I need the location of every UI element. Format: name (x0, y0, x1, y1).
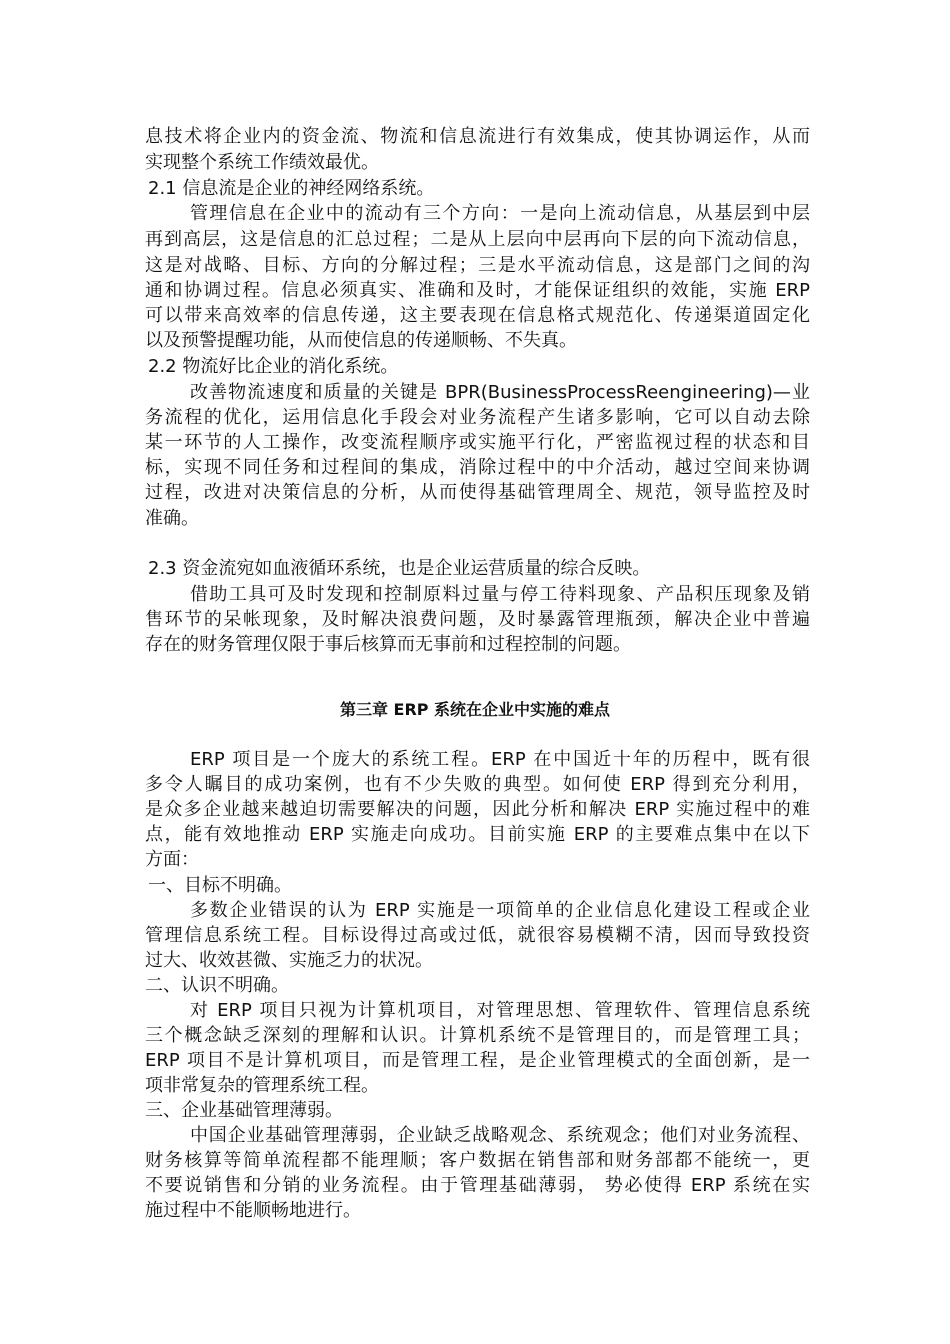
paragraph-line: 息技术将企业内的资金流、物流和信息流进行有效集成，使其协调运作，从而 (145, 126, 810, 147)
paragraph-line: 对 ERP 项目只视为计算机项目，对管理思想、管理软件、管理信息系统 (190, 1000, 810, 1021)
section-heading-2-3: 2.3 资金流宛如血液循环系统，也是企业运营质量的综合反映。 (148, 558, 651, 579)
paragraph-line: 是众多企业越来越迫切需要解决的问题，因此分析和解决 ERP 实施过程中的难 (145, 799, 810, 820)
paragraph-line: 不要说销售和分销的业务流程。由于管理基础薄弱， 势必使得 ERP 系统在实 (145, 1175, 810, 1196)
paragraph-line: 以及预警提醒功能，从而使信息的传递顺畅、不失真。 (145, 330, 577, 351)
paragraph-line: 某一环节的人工操作，改变流程顺序或实施平行化，严密监视过程的状态和目 (145, 432, 810, 453)
paragraph-line: 中国企业基础管理薄弱，企业缺乏战略观念、系统观念；他们对业务流程、 (190, 1125, 810, 1146)
paragraph-line: 实现整个系统工作绩效最优。 (145, 152, 379, 173)
chapter-title: 第三章 ERP 系统在企业中实施的难点 (339, 700, 611, 719)
paragraph-line: 准确。 (145, 508, 199, 529)
paragraph-line: 方面： (145, 849, 199, 870)
paragraph-line: 再到高层，这是信息的汇总过程；二是从上层向中层再向下层的向下流动信息， (145, 229, 810, 250)
paragraph-line: 管理信息在企业中的流动有三个方向：一是向上流动信息，从基层到中层 (190, 203, 810, 224)
paragraph-line: 管理信息系统工程。目标设得过高或过低，就很容易模糊不清，因而导致投资 (145, 925, 810, 946)
point-heading-2: 二、认识不明确。 (145, 975, 289, 996)
paragraph-line: 可以带来高效率的信息传递，这主要表现在信息格式规范化、传递渠道固定化 (145, 305, 810, 326)
paragraph-line: 借助工具可及时发现和控制原料过量与停工待料现象、产品积压现象及销 (190, 584, 810, 605)
paragraph-line: 通和协调过程。信息必须真实、准确和及时，才能保证组织的效能，实施 ERP (145, 280, 810, 301)
section-heading-2-1: 2.1 信息流是企业的神经网络系统。 (148, 178, 435, 199)
paragraph-line: 多数企业错误的认为 ERP 实施是一项简单的企业信息化建设工程或企业 (190, 900, 810, 921)
paragraph-line: 存在的财务管理仅限于事后核算而无事前和过程控制的问题。 (145, 634, 631, 655)
paragraph-line: 售环节的呆帐现象，及时解决浪费问题，及时暴露管理瓶颈，解决企业中普遍 (145, 609, 810, 630)
paragraph-line: 改善物流速度和质量的关键是 BPR(BusinessProcessReengineering)—业 (190, 382, 810, 403)
paragraph-line: 务流程的优化，运用信息化手段会对业务流程产生诸多影响，它可以自动去除 (145, 407, 810, 428)
paragraph-line: 标，实现不同任务和过程间的集成，消除过程中的中介活动，越过空间来协调 (145, 457, 810, 478)
point-heading-1: 一、目标不明确。 (148, 875, 292, 896)
paragraph-line: ERP 项目不是计算机项目，而是管理工程，是企业管理模式的全面创新，是一 (145, 1050, 810, 1071)
paragraph-line: 项非常复杂的管理系统工程。 (145, 1075, 379, 1096)
paragraph-line: 多令人瞩目的成功案例，也有不少失败的典型。如何使 ERP 得到充分利用， (145, 774, 810, 795)
paragraph-line: 施过程中不能顺畅地进行。 (145, 1200, 361, 1221)
point-heading-3: 三、企业基础管理薄弱。 (145, 1100, 343, 1121)
paragraph-line: 过程，改进对决策信息的分析，从而使得基础管理周全、规范，领导监控及时 (145, 482, 810, 503)
paragraph-line: 这是对战略、目标、方向的分解过程；三是水平流动信息，这是部门之间的沟 (145, 255, 810, 276)
paragraph-line: 三个概念缺乏深刻的理解和认识。计算机系统不是管理目的，而是管理工具； (145, 1025, 810, 1046)
paragraph-line: 过大、收效甚微、实施乏力的状况。 (145, 950, 433, 971)
section-heading-2-2: 2.2 物流好比企业的消化系统。 (148, 356, 399, 377)
paragraph-line: 财务核算等简单流程都不能理顺；客户数据在销售部和财务部都不能统一，更 (145, 1150, 810, 1171)
paragraph-line: ERP 项目是一个庞大的系统工程。ERP 在中国近十年的历程中，既有很 (190, 749, 810, 770)
paragraph-line: 点，能有效地推动 ERP 实施走向成功。目前实施 ERP 的主要难点集中在以下 (145, 824, 810, 845)
